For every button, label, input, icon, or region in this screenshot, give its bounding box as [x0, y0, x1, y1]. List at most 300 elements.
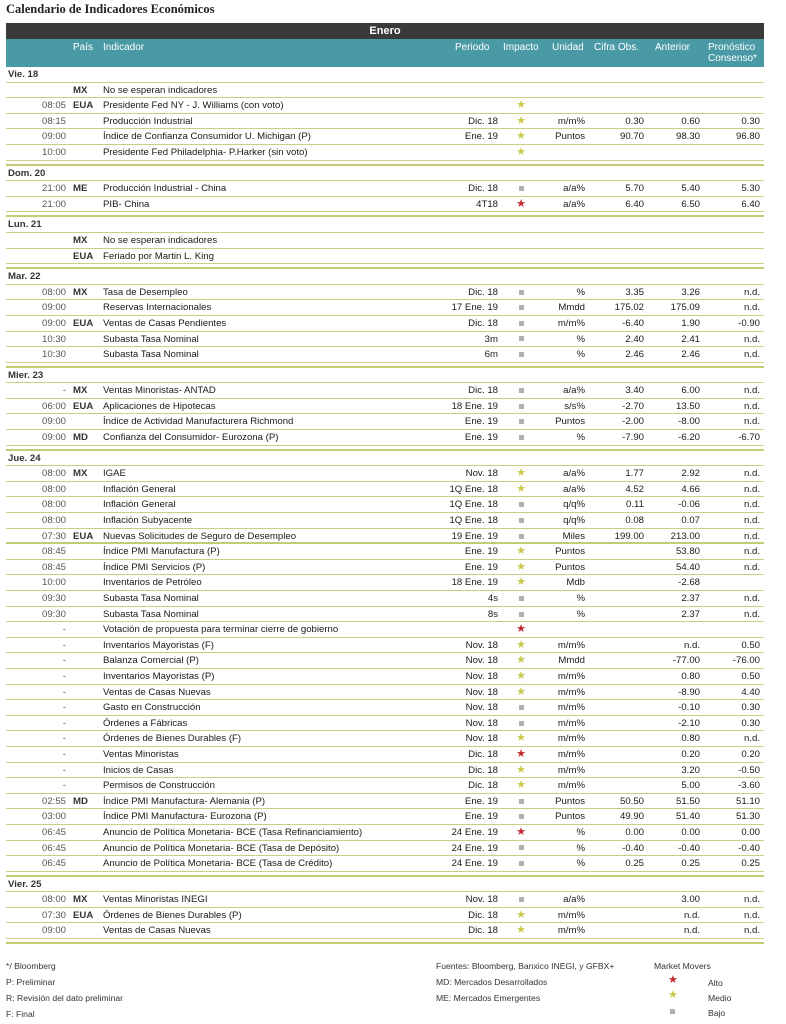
period-cell: 6m: [484, 349, 498, 361]
period-cell: Nov. 18: [465, 702, 498, 714]
indicator-cell: Órdenes a Fábricas: [103, 717, 188, 729]
period-cell: Ene. 19: [464, 546, 498, 558]
table-row: [6, 778, 764, 794]
previous-cell: 6.00: [681, 385, 700, 397]
forecast-cell: 96.80: [735, 131, 760, 143]
day-label: Vier. 25: [8, 878, 42, 890]
indicator-cell: Inflación General: [103, 499, 176, 511]
time-cell: 10:30: [41, 349, 66, 361]
legend-alto: Alto: [708, 978, 723, 988]
time-cell: 08:00: [41, 483, 66, 495]
forecast-cell: -76.00: [732, 655, 760, 667]
previous-cell: 4.66: [681, 483, 700, 495]
forecast-cell: 0.20: [741, 748, 760, 760]
time-cell: 06:45: [41, 858, 66, 870]
period-cell: Nov. 18: [465, 733, 498, 745]
forecast-cell: n.d.: [743, 546, 760, 558]
unit-cell: m/m%: [557, 748, 585, 760]
unit-cell: m/m%: [557, 686, 585, 698]
table-row: [6, 83, 764, 99]
time-cell: 08:15: [41, 115, 66, 127]
time-cell: 08:00: [41, 286, 66, 298]
unit-cell: %: [576, 349, 585, 361]
time-cell: 10:30: [41, 333, 66, 345]
time-cell: 06:00: [41, 400, 66, 412]
square-low-icon: [508, 414, 534, 430]
time-cell: 10:00: [41, 577, 66, 589]
star-medium-icon: ★: [516, 779, 526, 792]
star-medium-icon: ★: [516, 467, 526, 480]
previous-cell: n.d.: [683, 909, 700, 921]
previous-cell: 1.90: [681, 317, 700, 329]
indicator-cell: Índice PMI Manufactura- Alemania (P): [103, 795, 266, 807]
period-cell: 1Q Ene. 18: [449, 499, 498, 511]
time-cell: 08:00: [41, 468, 66, 480]
period-cell: Dic. 18: [468, 317, 498, 329]
square-low-icon: [508, 430, 534, 446]
table-row: [6, 716, 764, 732]
previous-cell: n.d.: [683, 925, 700, 937]
indicator-cell: Presidente Fed Philadelphia- P.Harker (sin voto): [103, 146, 308, 158]
observed-cell: 6.40: [625, 198, 644, 210]
square-low-icon: [508, 300, 534, 316]
movers-title: Market Movers: [654, 961, 711, 971]
indicator-cell: No se esperan indicadores: [103, 84, 218, 96]
time-cell: 06:45: [41, 842, 66, 854]
period-cell: Dic. 18: [468, 748, 498, 760]
unit-cell: Puntos: [555, 811, 585, 823]
indicator-cell: Balanza Comercial (P): [103, 655, 199, 667]
square-low-icon: [508, 513, 534, 529]
indicator-cell: Índice PMI Manufactura (P): [103, 546, 220, 558]
unit-cell: m/m%: [557, 733, 585, 745]
observed-cell: 0.08: [625, 515, 644, 527]
previous-cell: 213.00: [670, 530, 700, 542]
time-cell: 09:00: [41, 131, 66, 143]
forecast-cell: -0.40: [738, 842, 760, 854]
forecast-cell: 51.30: [735, 811, 760, 823]
col-pais: País: [73, 42, 94, 53]
indicator-cell: Reservas Internacionales: [103, 302, 212, 314]
day-header: [6, 451, 764, 467]
country-cell: ME: [73, 183, 88, 195]
table-row: [6, 622, 764, 638]
period-cell: 24 Ene. 19: [451, 842, 498, 854]
table-row: [6, 414, 764, 430]
indicator-cell: Órdenes de Bienes Durables (P): [103, 909, 242, 921]
period-cell: Nov. 18: [465, 639, 498, 651]
period-cell: 18 Ene. 19: [451, 400, 498, 412]
note-final: F: Final: [6, 1009, 35, 1019]
star-medium-icon: ★: [516, 130, 526, 143]
previous-cell: 0.80: [681, 670, 700, 682]
period-cell: Ene. 19: [464, 795, 498, 807]
previous-cell: -0.40: [678, 842, 700, 854]
country-cell: EUA: [73, 100, 94, 112]
indicator-cell: Anuncio de Política Monetaria- BCE (Tasa de Crédito): [103, 858, 333, 870]
column-headers: [6, 39, 764, 67]
indicator-cell: Inventarios Mayoristas (F): [103, 639, 214, 651]
square-low-icon: [508, 591, 534, 607]
table-row: [6, 249, 764, 265]
star-medium-icon: ★: [516, 114, 526, 127]
observed-cell: 2.46: [625, 349, 644, 361]
table-row: [6, 497, 764, 513]
indicator-cell: Ventas de Casas Nuevas: [103, 925, 211, 937]
time-cell: -: [62, 655, 66, 667]
day-label: Dom. 20: [8, 167, 46, 179]
forecast-cell: n.d.: [743, 385, 760, 397]
forecast-cell: -6.70: [738, 432, 760, 444]
forecast-cell: -3.60: [738, 780, 760, 792]
previous-cell: 3.20: [681, 764, 700, 776]
observed-cell: 175.02: [614, 302, 644, 314]
previous-cell: -0.10: [678, 702, 700, 714]
unit-cell: Puntos: [555, 416, 585, 428]
time-cell: -: [62, 385, 66, 397]
forecast-cell: n.d.: [743, 894, 760, 906]
day-header: [6, 368, 764, 384]
col-periodo: Periodo: [455, 42, 490, 53]
unit-cell: m/m%: [557, 764, 585, 776]
day-label: Lun. 21: [8, 219, 42, 231]
legend-me: ME: Mercados Emergentes: [436, 993, 541, 1003]
unit-cell: m/m%: [557, 317, 585, 329]
period-cell: Nov. 18: [465, 670, 498, 682]
square-low-icon: [508, 497, 534, 513]
legend-bajo: Bajo: [708, 1008, 726, 1018]
period-cell: 3m: [484, 333, 498, 345]
indicator-cell: Anuncio de Política Monetaria- BCE (Tasa Refinanciamiento): [103, 826, 363, 838]
day-label: Mier. 23: [8, 369, 44, 381]
observed-cell: 0.11: [626, 499, 644, 511]
previous-cell: 0.25: [681, 858, 700, 870]
square-low-icon: [508, 607, 534, 623]
col-consenso: Consenso*: [708, 53, 757, 64]
table-row: [6, 825, 764, 841]
time-cell: -: [62, 764, 66, 776]
observed-cell: 0.25: [625, 858, 644, 870]
table-row: [6, 794, 764, 810]
square-low-icon: [508, 794, 534, 810]
unit-cell: %: [576, 333, 585, 345]
time-cell: 02:55: [41, 795, 66, 807]
observed-cell: 199.00: [614, 530, 644, 542]
country-cell: EUA: [73, 530, 94, 542]
observed-cell: -2.70: [622, 400, 644, 412]
table-row: [6, 685, 764, 701]
previous-cell: 3.00: [681, 894, 700, 906]
time-cell: 21:00: [41, 198, 66, 210]
star-medium-icon: ★: [516, 99, 526, 112]
day-header: [6, 67, 764, 83]
forecast-cell: n.d.: [743, 925, 760, 937]
previous-cell: 5.00: [681, 780, 700, 792]
star-high-icon: ★: [516, 747, 526, 760]
day-label: Mar. 22: [8, 271, 41, 283]
indicator-cell: Producción Industrial: [103, 115, 193, 127]
period-cell: Nov. 18: [465, 894, 498, 906]
country-cell: MD: [73, 432, 88, 444]
period-cell: Dic. 18: [468, 925, 498, 937]
time-cell: -: [62, 733, 66, 745]
indicator-cell: Feriado por Martin L. King: [103, 250, 214, 262]
observed-cell: 0.00: [625, 826, 644, 838]
star-high-icon: ★: [668, 974, 678, 986]
period-cell: Dic. 18: [468, 385, 498, 397]
country-cell: MX: [73, 894, 88, 906]
unit-cell: q/q%: [563, 499, 585, 511]
unit-cell: Puntos: [555, 795, 585, 807]
period-cell: 17 Ene. 19: [451, 302, 498, 314]
observed-cell: 3.35: [625, 286, 644, 298]
previous-cell: 175.09: [670, 302, 700, 314]
previous-cell: 0.07: [681, 515, 700, 527]
time-cell: 08:00: [41, 894, 66, 906]
unit-cell: a/a%: [563, 385, 585, 397]
table-row: [6, 560, 764, 576]
forecast-cell: 6.40: [741, 198, 760, 210]
table-row: [6, 856, 764, 872]
country-cell: MX: [73, 234, 88, 246]
period-cell: Dic. 18: [468, 115, 498, 127]
indicator-cell: Subasta Tasa Nominal: [103, 333, 199, 345]
time-cell: 09:30: [41, 593, 66, 604]
previous-cell: -2.10: [678, 717, 700, 729]
star-medium-icon: ★: [516, 545, 526, 558]
previous-cell: 5.40: [681, 183, 700, 195]
indicator-cell: Órdenes de Bienes Durables (F): [103, 733, 242, 745]
month-banner: Enero: [6, 23, 764, 39]
period-cell: Dic. 18: [468, 780, 498, 792]
star-medium-icon: ★: [516, 654, 526, 667]
table-row: [6, 383, 764, 399]
period-cell: Nov. 18: [465, 686, 498, 698]
square-low-icon: [508, 383, 534, 399]
time-cell: 08:45: [41, 561, 66, 573]
table-row: [6, 653, 764, 669]
day-header: [6, 217, 764, 233]
unit-cell: m/m%: [557, 702, 585, 714]
indicator-cell: Ventas de Casas Pendientes: [103, 317, 227, 329]
period-cell: Dic. 18: [468, 764, 498, 776]
forecast-cell: n.d.: [743, 349, 760, 361]
previous-cell: -77.00: [672, 655, 700, 667]
unit-cell: Puntos: [555, 546, 585, 558]
table-row: [6, 181, 764, 197]
unit-cell: m/m%: [557, 639, 585, 651]
observed-cell: 0.30: [625, 115, 644, 127]
indicator-cell: Ventas Minoristas: [103, 748, 179, 760]
unit-cell: Miles: [562, 530, 585, 542]
star-medium-icon: ★: [516, 924, 526, 937]
table-row: [6, 892, 764, 908]
forecast-cell: n.d.: [743, 515, 760, 527]
observed-cell: 5.70: [625, 183, 644, 195]
observed-cell: -2.00: [622, 416, 644, 428]
star-high-icon: ★: [516, 825, 526, 838]
previous-cell: 51.50: [675, 795, 700, 807]
unit-cell: m/m%: [557, 925, 585, 937]
forecast-cell: n.d.: [743, 286, 760, 298]
square-low-icon: [508, 332, 534, 348]
table-row: [6, 347, 764, 363]
unit-cell: m/m%: [557, 717, 585, 729]
indicator-cell: Inventarios Mayoristas (P): [103, 670, 215, 682]
day-header: [6, 166, 764, 182]
previous-cell: -8.90: [678, 686, 700, 698]
table-row: [6, 669, 764, 685]
previous-cell: -8.00: [678, 416, 700, 428]
square-low-icon: [508, 285, 534, 301]
previous-cell: 2.37: [681, 608, 700, 620]
period-cell: Nov. 18: [465, 468, 498, 480]
star-medium-icon: ★: [516, 685, 526, 698]
forecast-cell: n.d.: [743, 561, 760, 573]
table-row: [6, 544, 764, 560]
indicator-cell: IGAE: [103, 468, 126, 480]
table-row: [6, 763, 764, 779]
indicator-cell: Presidente Fed NY - J. Williams (con voto): [103, 100, 284, 112]
indicator-cell: PIB- China: [103, 198, 150, 210]
period-cell: 19 Ene. 19: [451, 530, 498, 542]
time-cell: -: [62, 717, 66, 729]
col-pronostico: Pronóstico: [708, 42, 756, 53]
table-row: [6, 809, 764, 825]
time-cell: 07:30: [41, 909, 66, 921]
col-impacto: Impacto: [503, 42, 539, 53]
previous-cell: 51.40: [675, 811, 700, 823]
table-row: [6, 482, 764, 498]
time-cell: -: [62, 780, 66, 792]
period-cell: Nov. 18: [465, 655, 498, 667]
unit-cell: %: [576, 858, 585, 870]
table-row: [6, 300, 764, 316]
unit-cell: q/q%: [563, 515, 585, 527]
observed-cell: 3.40: [625, 385, 644, 397]
unit-cell: m/m%: [557, 115, 585, 127]
indicator-cell: Votación de propuesta para terminar cierre de gobierno: [103, 624, 339, 636]
forecast-cell: n.d.: [743, 468, 760, 480]
unit-cell: s/s%: [564, 400, 585, 412]
time-cell: 03:00: [41, 811, 66, 823]
table-row: [6, 285, 764, 301]
indicator-cell: Anuncio de Política Monetaria- BCE (Tasa de Depósito): [103, 842, 340, 854]
indicator-cell: Índice de Confianza Consumidor U. Michigan (P): [103, 131, 311, 143]
time-cell: 08:45: [41, 546, 66, 558]
previous-cell: -2.68: [678, 577, 700, 589]
indicator-cell: Producción Industrial - China: [103, 183, 227, 195]
legend-medio: Medio: [708, 993, 732, 1003]
table-row: [6, 700, 764, 716]
unit-cell: m/m%: [557, 670, 585, 682]
time-cell: 10:00: [41, 146, 66, 158]
indicator-cell: Permisos de Construcción: [103, 780, 215, 792]
unit-cell: %: [576, 608, 585, 620]
indicator-cell: Subasta Tasa Nominal: [103, 349, 199, 361]
period-cell: Dic. 18: [468, 183, 498, 195]
observed-cell: 1.77: [625, 468, 644, 480]
forecast-cell: n.d.: [743, 483, 760, 495]
forecast-cell: 0.25: [741, 858, 760, 870]
forecast-cell: n.d.: [743, 909, 760, 921]
table-row: [6, 747, 764, 763]
period-cell: 8s: [487, 608, 498, 620]
forecast-cell: 5.30: [741, 183, 760, 195]
table-header: [6, 23, 764, 67]
star-medium-icon: ★: [516, 763, 526, 776]
previous-cell: 0.20: [681, 748, 700, 760]
country-cell: EUA: [73, 909, 94, 921]
square-low-icon: [508, 716, 534, 732]
col-anterior: Anterior: [655, 42, 691, 53]
table-row: [6, 575, 764, 591]
previous-cell: n.d.: [683, 639, 700, 651]
square-low-icon: [508, 316, 534, 332]
previous-cell: 2.46: [681, 349, 700, 361]
previous-cell: 98.30: [675, 131, 700, 143]
previous-cell: 0.60: [681, 115, 700, 127]
time-cell: -: [62, 702, 66, 714]
unit-cell: a/a%: [563, 468, 585, 480]
period-cell: Ene. 19: [464, 811, 498, 823]
square-low-icon: [508, 809, 534, 825]
observed-cell: 90.70: [619, 131, 644, 143]
table-row: [6, 607, 764, 623]
col-indicador: Indicador: [103, 42, 145, 53]
table-row: [6, 923, 764, 939]
star-medium-icon: ★: [516, 732, 526, 745]
previous-cell: 2.92: [681, 468, 700, 480]
period-cell: 1Q Ene. 18: [449, 515, 498, 527]
star-high-icon: ★: [516, 197, 526, 210]
unit-cell: %: [576, 286, 585, 298]
indicator-cell: No se esperan indicadores: [103, 234, 218, 246]
previous-cell: -6.20: [678, 432, 700, 444]
star-high-icon: ★: [516, 623, 526, 636]
table-row: [6, 731, 764, 747]
time-cell: 08:00: [41, 499, 66, 511]
observed-cell: -0.40: [622, 842, 644, 854]
time-cell: 21:00: [41, 183, 66, 195]
star-medium-icon: ★: [516, 482, 526, 495]
table-row: [6, 316, 764, 332]
square-low-icon: [508, 529, 534, 545]
indicator-cell: Índice de Actividad Manufacturera Richmond: [103, 416, 294, 428]
period-cell: 24 Ene. 19: [451, 858, 498, 870]
previous-cell: -0.06: [678, 499, 700, 511]
period-cell: 4T18: [476, 198, 498, 210]
country-cell: EUA: [73, 250, 94, 262]
forecast-cell: n.d.: [743, 608, 760, 620]
unit-cell: a/a%: [563, 894, 585, 906]
table-row: [6, 908, 764, 924]
time-cell: -: [62, 670, 66, 682]
time-cell: 09:00: [41, 925, 66, 937]
period-cell: 4s: [487, 593, 498, 604]
day-divider: [6, 939, 764, 944]
country-cell: MX: [73, 84, 88, 96]
indicator-cell: Aplicaciones de Hipotecas: [103, 400, 216, 412]
country-cell: EUA: [73, 317, 94, 329]
time-cell: 06:45: [41, 826, 66, 838]
table-row: [6, 513, 764, 529]
period-cell: 18 Ene. 19: [451, 577, 498, 589]
observed-cell: 4.52: [625, 483, 644, 495]
period-cell: Dic. 18: [468, 909, 498, 921]
forecast-cell: -0.50: [738, 764, 760, 776]
previous-cell: 53.80: [675, 546, 700, 558]
